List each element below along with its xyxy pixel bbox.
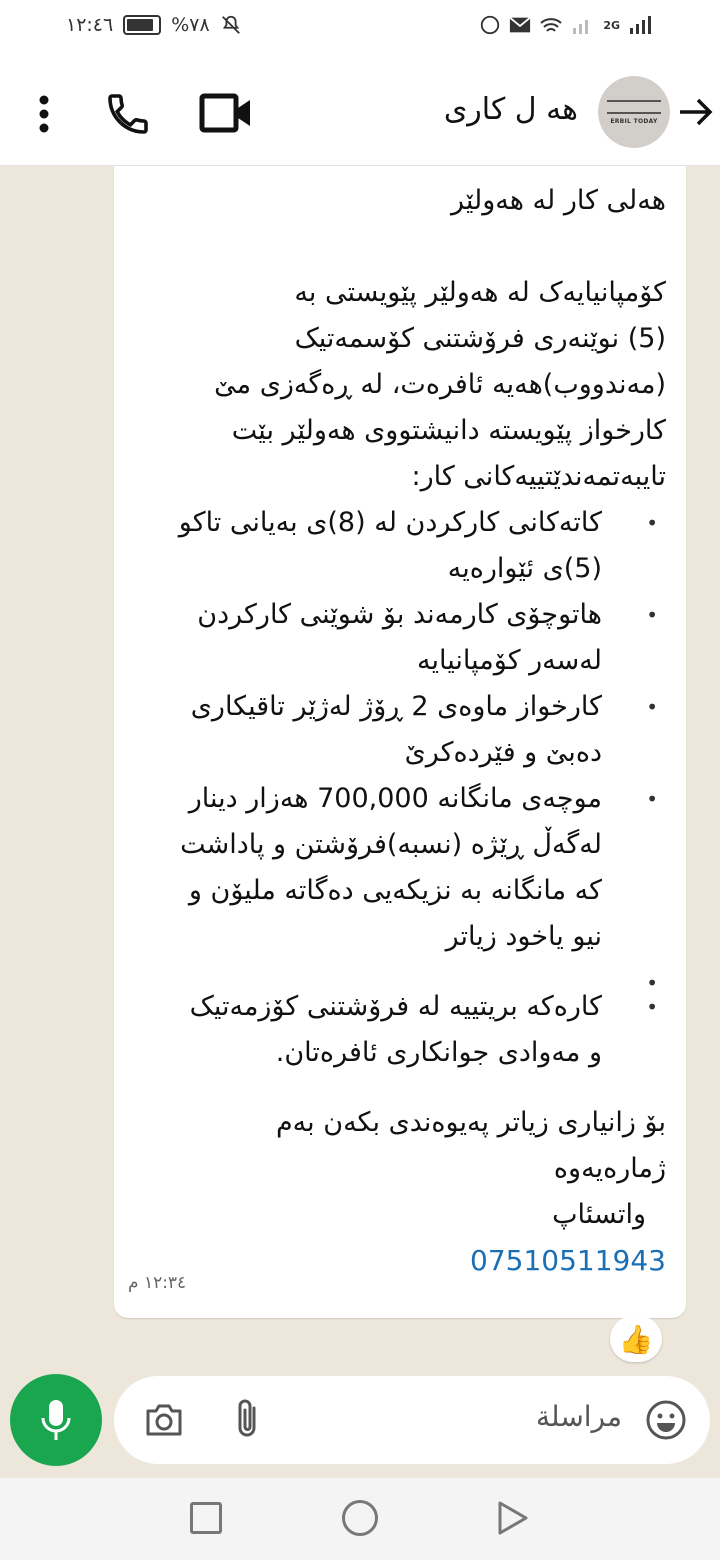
bullet-line: • کارخواز ماوەی 2 ڕۆژ لەژێر تاقیکاری [190, 691, 602, 722]
camera-icon[interactable] [142, 1398, 186, 1442]
chat-area[interactable] [0, 166, 720, 1376]
mail-icon [509, 16, 531, 34]
status-time: ١٢:٤٦ [66, 14, 114, 36]
phone-link[interactable]: 07510511943 [470, 1244, 666, 1277]
bullet-line: (5)ی ئێوارەیە [447, 553, 602, 584]
status-bar [0, 0, 720, 58]
system-nav-bar [0, 1478, 720, 1560]
message-line: واتسئاپ [552, 1199, 646, 1230]
list-item [134, 684, 666, 776]
message-line: کۆمپانیایەک لە هەولێر پێویستی بە [294, 277, 666, 308]
nav-back-icon[interactable] [496, 1500, 530, 1536]
message-title: هەلی کار لە هەولێر [450, 185, 666, 216]
bullet-line: و مەوادی جوانکاری ئافرەتان. [275, 1037, 602, 1068]
bullet-line: • موچەی مانگانە 700,000 هەزار دینار [188, 783, 602, 814]
list-item [134, 592, 666, 684]
message-line: کارخواز پێویستە دانیشتووی هەولێر بێت [231, 415, 666, 446]
back-arrow-icon[interactable] [676, 92, 716, 132]
reaction-badge[interactable]: 👍 [610, 1316, 662, 1362]
signal-icon [571, 14, 595, 36]
signal-icon-2 [628, 14, 652, 36]
network-type: 2G [603, 18, 620, 32]
list-item [134, 776, 666, 960]
avatar[interactable] [598, 76, 670, 148]
status-right [479, 14, 652, 36]
phone-icon[interactable] [104, 90, 152, 138]
whatsapp-notif-icon [479, 14, 501, 36]
message-bubble[interactable] [114, 166, 686, 1318]
message-line: تایبەتمەندێتییەکانی کار: [411, 461, 666, 492]
message-spacer [134, 1076, 666, 1100]
chat-header [0, 58, 720, 166]
bullet-line: • کاتەکانی کارکردن لە (8)ی بەیانی تاکو [178, 507, 602, 538]
attach-icon[interactable] [230, 1398, 266, 1442]
bullet-line: لەسەر کۆمپانیایە [417, 645, 602, 676]
bullet-line: دەبێ و فێردەکرێ [404, 737, 602, 768]
list-item-spacer [134, 960, 666, 984]
battery-percent: %٧٨ [171, 14, 210, 36]
recents-icon[interactable] [190, 1502, 222, 1534]
message-input[interactable]: مراسلة [536, 1400, 622, 1433]
more-vert-icon[interactable] [28, 92, 60, 136]
wifi-icon [539, 15, 563, 35]
video-icon[interactable] [198, 88, 254, 138]
message-input-bar[interactable] [114, 1376, 710, 1464]
status-left [66, 14, 242, 36]
bullet-line: لەگەڵ ڕێژە (نسبە)فرۆشتن و پاداشت [180, 829, 602, 860]
mic-button[interactable] [10, 1374, 102, 1466]
message-line: (مەندووب)هەیە ئافرەت، لە ڕەگەزی مێ [214, 369, 666, 400]
home-icon[interactable] [342, 1500, 378, 1536]
emoji-icon[interactable] [644, 1398, 688, 1442]
list-item [134, 984, 666, 1076]
mute-icon [220, 14, 242, 36]
list-item [134, 500, 666, 592]
message-line: ژمارەیەوە [553, 1153, 666, 1184]
bullet-line: کە مانگانە بە نزیکەیی دەگاتە ملیۆن و [188, 875, 602, 906]
bullet-line: نیو یاخود زیاتر [445, 921, 602, 952]
avatar-logo-text: ERBIL TODAY [610, 117, 658, 125]
message-line: (5) نوێنەری فرۆشتنی کۆسمەتیک [294, 323, 666, 354]
battery-icon [123, 15, 161, 35]
message-spacer [134, 224, 666, 270]
message-time: ١٢:٣٤ م [128, 1273, 187, 1293]
avatar-skyline-icon [607, 100, 661, 114]
bullet-line: • کارەکە بریتییە لە فرۆشتنی کۆزمەتیک [189, 991, 602, 1022]
job-features-list [134, 500, 666, 1076]
message-line: بۆ زانیاری زیاتر پەیوەندی بکەن بەم [275, 1107, 666, 1138]
bullet-line: • هاتوچۆی کارمەند بۆ شوێنی کارکردن [197, 599, 602, 630]
contact-name[interactable]: هە ل کاری [443, 92, 578, 127]
mic-icon [38, 1398, 74, 1442]
